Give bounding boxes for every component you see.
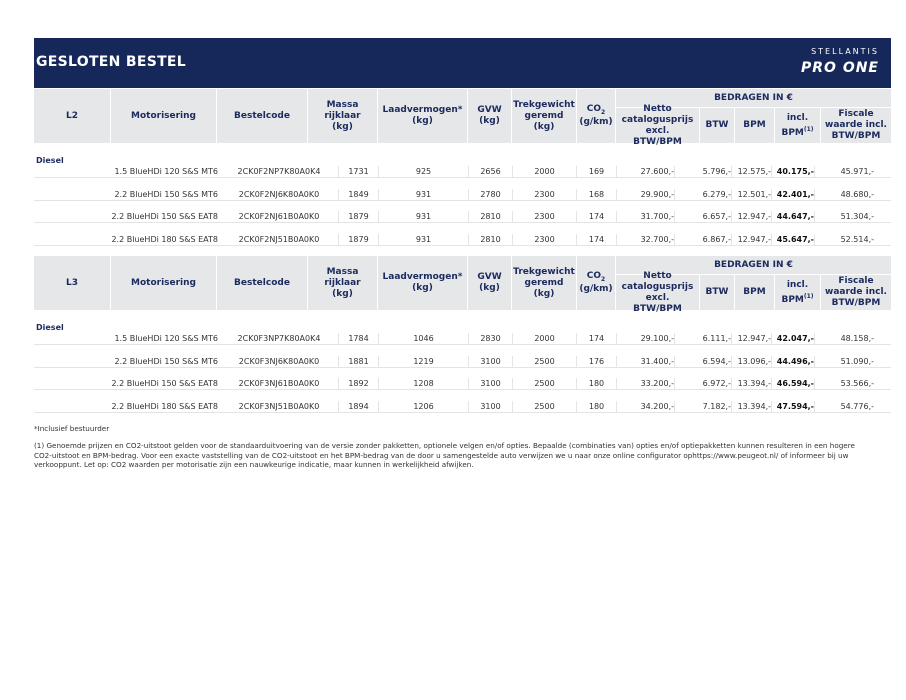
table-row [34,234,891,246]
cell-massa: 1879 [338,234,378,246]
logo-stellantis-text: STELLANTIS [811,47,879,56]
cell-trekgewicht: 2500 [512,401,576,413]
cell-bestelcode: 2CK0F2NJ6K80A0K0 [238,189,320,199]
cell-motorisering: 2.2 BlueHDi 150 S&S EAT8 [111,212,218,221]
cell-massa: 1894 [338,401,378,413]
cell-netto: 29.900,- [616,189,674,201]
cell-btw: 6.657,- [674,211,731,223]
cell-bestelcode: 2CK0F2NJ51B0A0K0 [238,234,320,244]
page-banner [34,38,891,88]
cell-trekgewicht: 2000 [512,166,576,178]
incl-bpm-label: incl. BPM [781,279,809,305]
table-header-0 [34,89,891,147]
cell-motorisering: 2.2 BlueHDi 180 S&S EAT8 [111,234,218,244]
col-fiscale-waarde: Fiscale waarde incl. BTW/BPM [820,275,891,310]
table-row [34,378,891,390]
cell-fiscale-waarde: 52.514,- [814,234,874,246]
col-bpm: BPM [734,275,774,310]
length-label: L3 [66,277,78,288]
col-gvw: GVW (kg) [467,89,511,143]
cell-gvw: 3100 [468,356,512,368]
cell-btw: 6.111,- [674,333,731,345]
cell-fiscale-waarde: 48.158,- [814,333,874,345]
cell-gvw: 3100 [468,401,512,413]
section-label: Diesel [36,156,64,165]
col-massa: Massa rijklaar (kg) [307,256,377,310]
cell-laadvermogen: 931 [378,211,468,223]
stellantis-pro-one-logo [795,47,879,81]
cell-laadvermogen: 931 [378,234,468,246]
cell-bestelcode: 2CK0F2NJ61B0A0K0 [238,212,320,221]
cell-gvw: 2830 [468,333,512,345]
cell-trekgewicht: 2300 [512,211,576,223]
footnote-line-2: CO2-uitstoot en BPM-bedrag. Voor een exacte vaststelling van de CO2-uitstoot en het BPM-bedrag van de door u samengestelde auto verwijzen we u naar onze online configurator ophttps://www.peugeot.nl/ of informeer bij uw [34,450,849,460]
cell-fiscale-waarde: 54.776,- [814,401,874,413]
cell-motorisering: 2.2 BlueHDi 180 S&S EAT8 [111,401,218,411]
cell-incl-bpm: 42.047,- [771,333,814,345]
cell-motorisering: 2.2 BlueHDi 150 S&S EAT8 [111,379,218,388]
cell-gvw: 2810 [468,234,512,246]
length-label: L2 [66,110,78,121]
col-fiscale-waarde: Fiscale waarde incl. BTW/BPM [820,108,891,143]
cell-massa: 1892 [338,378,378,390]
cell-btw: 7.182,- [674,401,731,413]
cell-bpm: 12.947,- [731,333,771,345]
cell-bestelcode: 2CK0F3NJ6K80A0K0 [238,356,320,366]
cell-incl-bpm: 46.594,- [771,378,814,390]
col-bpm: BPM [734,108,774,143]
cell-co2: 180 [576,378,616,390]
cell-massa: 1881 [338,356,378,368]
table-header-1 [34,256,891,314]
cell-incl-bpm: 42.401,- [771,189,814,201]
cell-co2: 174 [576,211,616,223]
cell-btw: 5.796,- [674,166,731,178]
incl-bpm-label: incl. BPM [781,112,809,138]
note-bestuurder: *Inclusief bestuurder [34,424,110,433]
cell-laadvermogen: 931 [378,189,468,201]
col-laadvermogen: Laadvermogen* (kg) [377,256,467,310]
cell-motorisering: 1.5 BlueHDi 120 S&S MT6 [114,167,218,176]
cell-incl-bpm: 44.496,- [771,356,814,368]
cell-trekgewicht: 2000 [512,333,576,345]
col-laadvermogen: Laadvermogen* (kg) [377,89,467,143]
page-title: GESLOTEN BESTEL [36,54,187,70]
table-row [34,166,891,178]
cell-gvw: 3100 [468,378,512,390]
cell-bpm: 12.947,- [731,211,771,223]
cell-massa: 1731 [338,166,378,178]
col-trekgewicht: Trekgewicht geremd (kg) [511,256,576,310]
cell-netto: 31.700,- [616,211,674,223]
cell-co2: 174 [576,333,616,345]
cell-netto: 29.100,- [616,333,674,345]
cell-massa: 1849 [338,189,378,201]
cell-co2: 174 [576,234,616,246]
col-netto: Netto catalogusprijs excl. BTW/BPM [615,108,699,143]
table-row [34,401,891,413]
col-trekgewicht: Trekgewicht geremd (kg) [511,89,576,143]
cell-netto: 27.600,- [616,166,674,178]
col-btw: BTW [699,108,734,143]
cell-fiscale-waarde: 51.090,- [814,356,874,368]
table-row [34,189,891,201]
cell-incl-bpm: 40.175,- [771,166,814,178]
cell-massa: 1784 [338,333,378,345]
cell-bpm: 13.096,- [731,356,771,368]
cell-laadvermogen: 1206 [378,401,468,413]
cell-incl-bpm: 44.647,- [771,211,814,223]
cell-btw: 6.594,- [674,356,731,368]
col-btw: BTW [699,275,734,310]
cell-co2: 180 [576,401,616,413]
col-incl-bpm [774,108,820,143]
col-incl-bpm [774,275,820,310]
cell-laadvermogen: 925 [378,166,468,178]
logo-pro-one-text: PRO ONE [801,60,879,76]
cell-laadvermogen: 1208 [378,378,468,390]
cell-netto: 32.700,- [616,234,674,246]
cell-fiscale-waarde: 51.304,- [814,211,874,223]
co2-unit: (g/km) [579,284,613,295]
col-bestelcode: Bestelcode [216,256,307,310]
cell-massa: 1879 [338,211,378,223]
cell-trekgewicht: 2500 [512,356,576,368]
col-netto: Netto catalogusprijs excl. BTW/BPM [615,275,699,310]
cell-laadvermogen: 1219 [378,356,468,368]
cell-incl-bpm: 47.594,- [771,401,814,413]
cell-btw: 6.972,- [674,378,731,390]
footnote-line-3: verkooppunt. Let op: CO2 waarden per motorisatie zijn een nauwkeurige indicatie, maar kunnen in werkelijkheid afwijken. [34,460,474,469]
cell-motorisering: 1.5 BlueHDi 120 S&S MT6 [114,334,218,343]
cell-bpm: 13.394,- [731,378,771,390]
section-label: Diesel [36,323,64,332]
co2-subscript: 2 [601,108,606,116]
cell-bestelcode: 2CK0F3NJ51B0A0K0 [238,401,320,411]
cell-netto: 31.400,- [616,356,674,368]
footnote-line-1: (1) Genoemde prijzen en CO2-uitstoot gelden voor de standaarduitvoering van de versie zonder pakketten, optionele velgen en/of opties. Bepaalde (combinaties van) opties en/of optiepakketten kunnen resulteren in een hogere [34,441,855,450]
co2-prefix: CO [586,103,602,114]
cell-trekgewicht: 2300 [512,189,576,201]
cell-trekgewicht: 2500 [512,378,576,390]
cell-bestelcode: 2CK0F2NP7K80A0K4 [237,167,321,176]
col-co2 [576,89,615,143]
cell-bpm: 13.394,- [731,401,771,413]
bedragen-header: BEDRAGEN IN € [615,256,891,275]
cell-motorisering: 2.2 BlueHDi 150 S&S MT6 [114,189,218,199]
co2-subscript: 2 [601,275,606,283]
table-row [34,356,891,368]
bedragen-header: BEDRAGEN IN € [615,89,891,108]
col-massa: Massa rijklaar (kg) [307,89,377,143]
co2-unit: (g/km) [579,117,613,128]
cell-co2: 168 [576,189,616,201]
cell-netto: 34.200,- [616,401,674,413]
cell-co2: 176 [576,356,616,368]
cell-bpm: 12.947,- [731,234,771,246]
cell-bestelcode: 2CK0F3NJ61B0A0K0 [238,379,320,388]
col-co2 [576,256,615,310]
cell-incl-bpm: 45.647,- [771,234,814,246]
col-motorisering: Motorisering [110,256,216,310]
col-bestelcode: Bestelcode [216,89,307,143]
cell-netto: 33.200,- [616,378,674,390]
cell-fiscale-waarde: 45.971,- [814,166,874,178]
cell-bpm: 12.575,- [731,166,771,178]
cell-trekgewicht: 2300 [512,234,576,246]
cell-gvw: 2810 [468,211,512,223]
cell-bestelcode: 2CK0F3NP7K80A0K4 [237,334,321,343]
incl-bpm-footnote-mark: (1) [803,292,814,300]
cell-fiscale-waarde: 48.680,- [814,189,874,201]
cell-gvw: 2656 [468,166,512,178]
col-gvw: GVW (kg) [467,256,511,310]
cell-fiscale-waarde: 53.566,- [814,378,874,390]
col-motorisering: Motorisering [110,89,216,143]
table-row [34,333,891,345]
cell-laadvermogen: 1046 [378,333,468,345]
co2-prefix: CO [586,270,602,281]
incl-bpm-footnote-mark: (1) [803,125,814,133]
cell-btw: 6.867,- [674,234,731,246]
cell-bpm: 12.501,- [731,189,771,201]
cell-motorisering: 2.2 BlueHDi 150 S&S MT6 [114,356,218,366]
table-row [34,211,891,223]
cell-gvw: 2780 [468,189,512,201]
cell-btw: 6.279,- [674,189,731,201]
cell-co2: 169 [576,166,616,178]
